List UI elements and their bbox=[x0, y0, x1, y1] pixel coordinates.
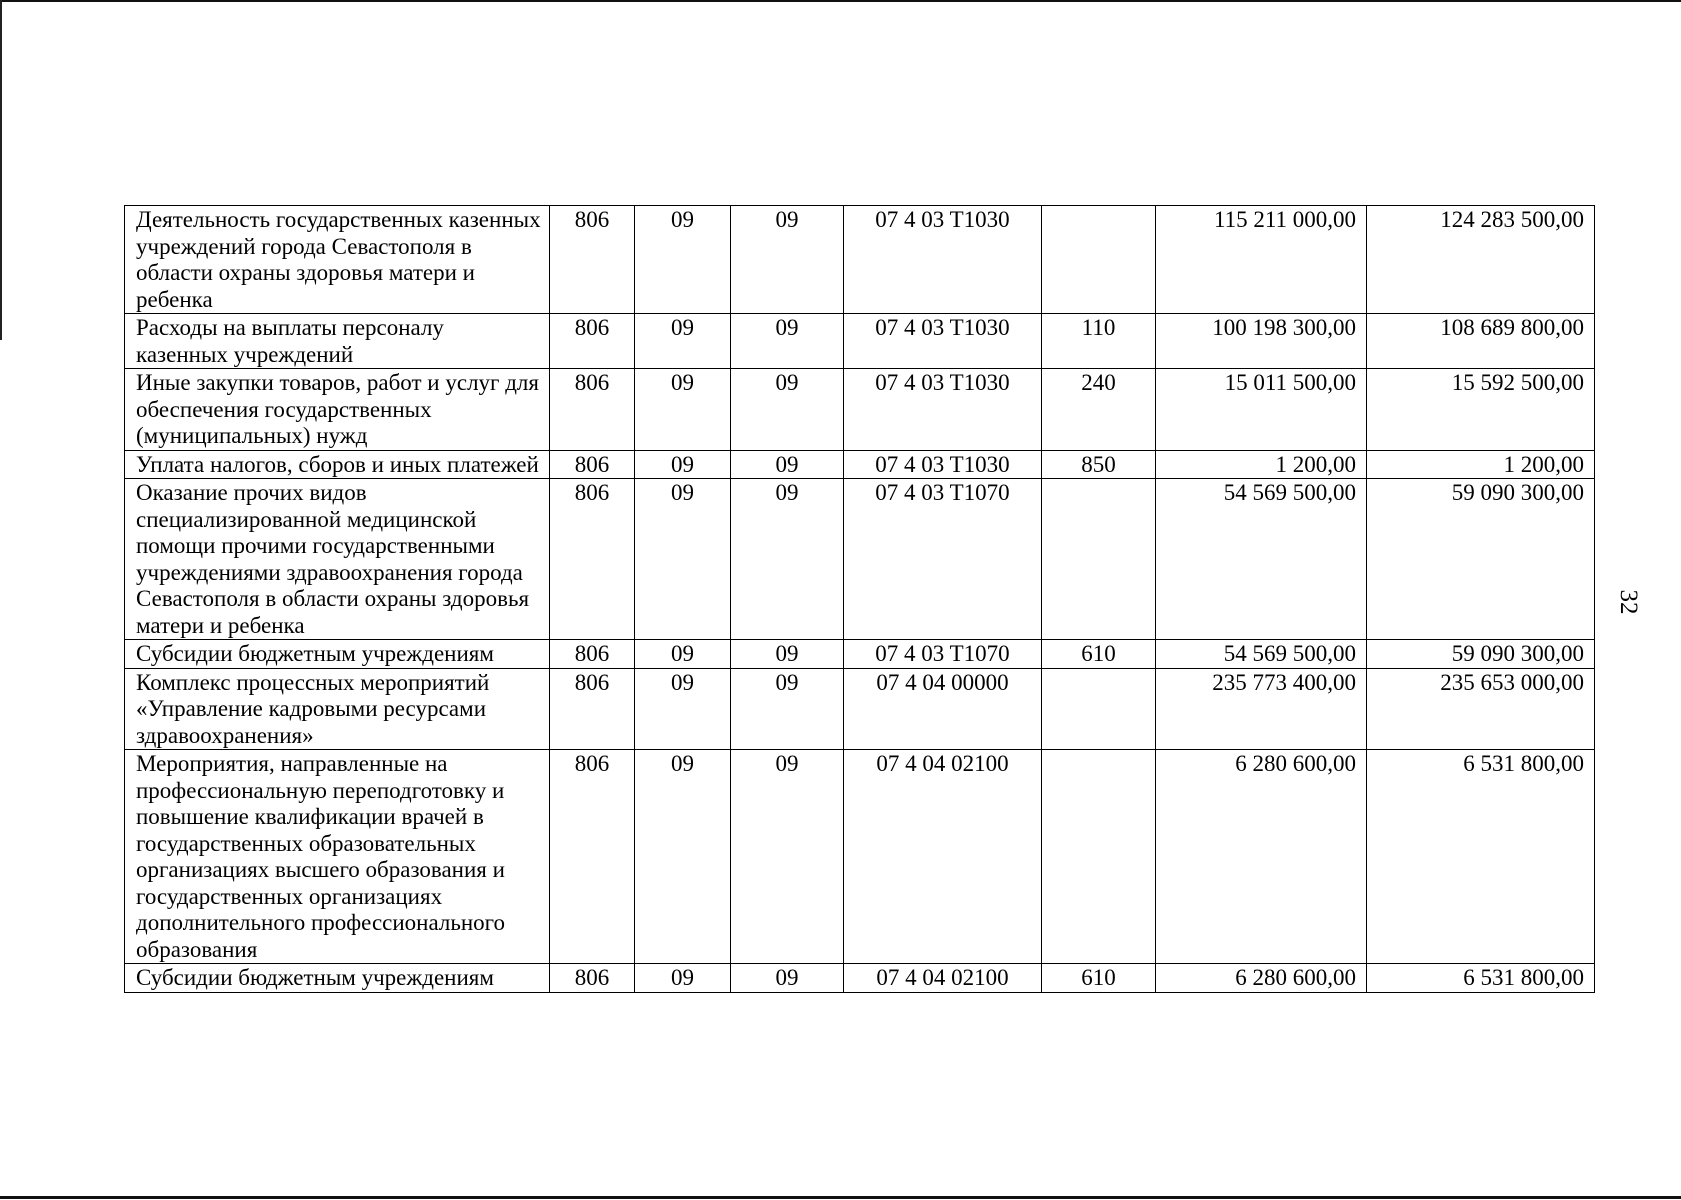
cell-subsection-code: 09 bbox=[731, 369, 844, 451]
cell-target-code: 07 4 03 T1030 bbox=[844, 369, 1042, 451]
cell-name: Расходы на выплаты персоналу казенных учреждений bbox=[125, 314, 550, 369]
cell-expense-type: 240 bbox=[1042, 369, 1156, 451]
cell-amount-2: 108 689 800,00 bbox=[1367, 314, 1595, 369]
cell-ministry-code: 806 bbox=[550, 206, 635, 314]
table-row bbox=[125, 964, 1595, 993]
cell-amount-2: 6 531 800,00 bbox=[1367, 964, 1595, 993]
cell-section-code: 09 bbox=[635, 668, 731, 750]
cell-amount-2: 124 283 500,00 bbox=[1367, 206, 1595, 314]
cell-subsection-code: 09 bbox=[731, 479, 844, 640]
cell-target-code: 07 4 03 T1030 bbox=[844, 450, 1042, 479]
table-row bbox=[125, 314, 1595, 369]
cell-amount-1: 115 211 000,00 bbox=[1156, 206, 1367, 314]
cell-amount-1: 15 011 500,00 bbox=[1156, 369, 1367, 451]
cell-amount-1: 100 198 300,00 bbox=[1156, 314, 1367, 369]
cell-amount-1: 6 280 600,00 bbox=[1156, 964, 1367, 993]
cell-section-code: 09 bbox=[635, 450, 731, 479]
cell-name: Уплата налогов, сборов и иных платежей bbox=[125, 450, 550, 479]
cell-name: Комплекс процессных мероприятий «Управление кадровыми ресурсами здравоохранения» bbox=[125, 668, 550, 750]
table-row bbox=[125, 450, 1595, 479]
cell-amount-2: 235 653 000,00 bbox=[1367, 668, 1595, 750]
cell-expense-type: 850 bbox=[1042, 450, 1156, 479]
cell-ministry-code: 806 bbox=[550, 314, 635, 369]
cell-amount-1: 54 569 500,00 bbox=[1156, 640, 1367, 669]
cell-target-code: 07 4 04 02100 bbox=[844, 750, 1042, 964]
cell-section-code: 09 bbox=[635, 369, 731, 451]
cell-amount-2: 1 200,00 bbox=[1367, 450, 1595, 479]
cell-target-code: 07 4 03 T1070 bbox=[844, 640, 1042, 669]
table-row bbox=[125, 206, 1595, 314]
cell-amount-2: 59 090 300,00 bbox=[1367, 479, 1595, 640]
page-number: 32 bbox=[1615, 589, 1642, 615]
cell-expense-type bbox=[1042, 750, 1156, 964]
cell-amount-1: 54 569 500,00 bbox=[1156, 479, 1367, 640]
table-row bbox=[125, 369, 1595, 451]
cell-target-code: 07 4 04 02100 bbox=[844, 964, 1042, 993]
cell-ministry-code: 806 bbox=[550, 640, 635, 669]
cell-target-code: 07 4 03 T1070 bbox=[844, 479, 1042, 640]
cell-subsection-code: 09 bbox=[731, 750, 844, 964]
cell-expense-type: 110 bbox=[1042, 314, 1156, 369]
cell-expense-type bbox=[1042, 206, 1156, 314]
cell-subsection-code: 09 bbox=[731, 314, 844, 369]
scan-edge-bottom bbox=[0, 1196, 1681, 1199]
cell-name: Субсидии бюджетным учреждениям bbox=[125, 640, 550, 669]
cell-amount-1: 6 280 600,00 bbox=[1156, 750, 1367, 964]
cell-section-code: 09 bbox=[635, 640, 731, 669]
cell-amount-1: 235 773 400,00 bbox=[1156, 668, 1367, 750]
cell-ministry-code: 806 bbox=[550, 369, 635, 451]
cell-section-code: 09 bbox=[635, 314, 731, 369]
table-row bbox=[125, 640, 1595, 669]
cell-section-code: 09 bbox=[635, 206, 731, 314]
cell-ministry-code: 806 bbox=[550, 450, 635, 479]
cell-name: Иные закупки товаров, работ и услуг для обеспечения государственных (муниципальных) нужд bbox=[125, 369, 550, 451]
table-row bbox=[125, 479, 1595, 640]
cell-expense-type: 610 bbox=[1042, 640, 1156, 669]
cell-subsection-code: 09 bbox=[731, 640, 844, 669]
cell-amount-2: 59 090 300,00 bbox=[1367, 640, 1595, 669]
scan-edge-left bbox=[0, 0, 2, 340]
cell-section-code: 09 bbox=[635, 964, 731, 993]
cell-amount-2: 6 531 800,00 bbox=[1367, 750, 1595, 964]
table-row bbox=[125, 668, 1595, 750]
cell-subsection-code: 09 bbox=[731, 668, 844, 750]
budget-table bbox=[124, 205, 1595, 993]
cell-expense-type bbox=[1042, 479, 1156, 640]
cell-section-code: 09 bbox=[635, 750, 731, 964]
table-body bbox=[125, 206, 1595, 993]
cell-amount-1: 1 200,00 bbox=[1156, 450, 1367, 479]
cell-target-code: 07 4 04 00000 bbox=[844, 668, 1042, 750]
cell-subsection-code: 09 bbox=[731, 450, 844, 479]
cell-ministry-code: 806 bbox=[550, 479, 635, 640]
cell-ministry-code: 806 bbox=[550, 964, 635, 993]
cell-subsection-code: 09 bbox=[731, 964, 844, 993]
cell-name: Мероприятия, направленные на профессиональную переподготовку и повышение квалификации врачей в государственных образовательных организациях высшего образования и государственных организациях дополнительного профессионального образования bbox=[125, 750, 550, 964]
cell-name: Оказание прочих видов специализированной медицинской помощи прочими государственными учреждениями здравоохранения города Севастополя в области охраны здоровья матери и ребенка bbox=[125, 479, 550, 640]
cell-expense-type bbox=[1042, 668, 1156, 750]
cell-subsection-code: 09 bbox=[731, 206, 844, 314]
table-row bbox=[125, 750, 1595, 964]
cell-name: Деятельность государственных казенных учреждений города Севастополя в области охраны здоровья матери и ребенка bbox=[125, 206, 550, 314]
cell-amount-2: 15 592 500,00 bbox=[1367, 369, 1595, 451]
cell-name: Субсидии бюджетным учреждениям bbox=[125, 964, 550, 993]
cell-expense-type: 610 bbox=[1042, 964, 1156, 993]
cell-ministry-code: 806 bbox=[550, 668, 635, 750]
cell-ministry-code: 806 bbox=[550, 750, 635, 964]
cell-section-code: 09 bbox=[635, 479, 731, 640]
scan-edge-top bbox=[0, 0, 1681, 2]
cell-target-code: 07 4 03 T1030 bbox=[844, 206, 1042, 314]
cell-target-code: 07 4 03 T1030 bbox=[844, 314, 1042, 369]
